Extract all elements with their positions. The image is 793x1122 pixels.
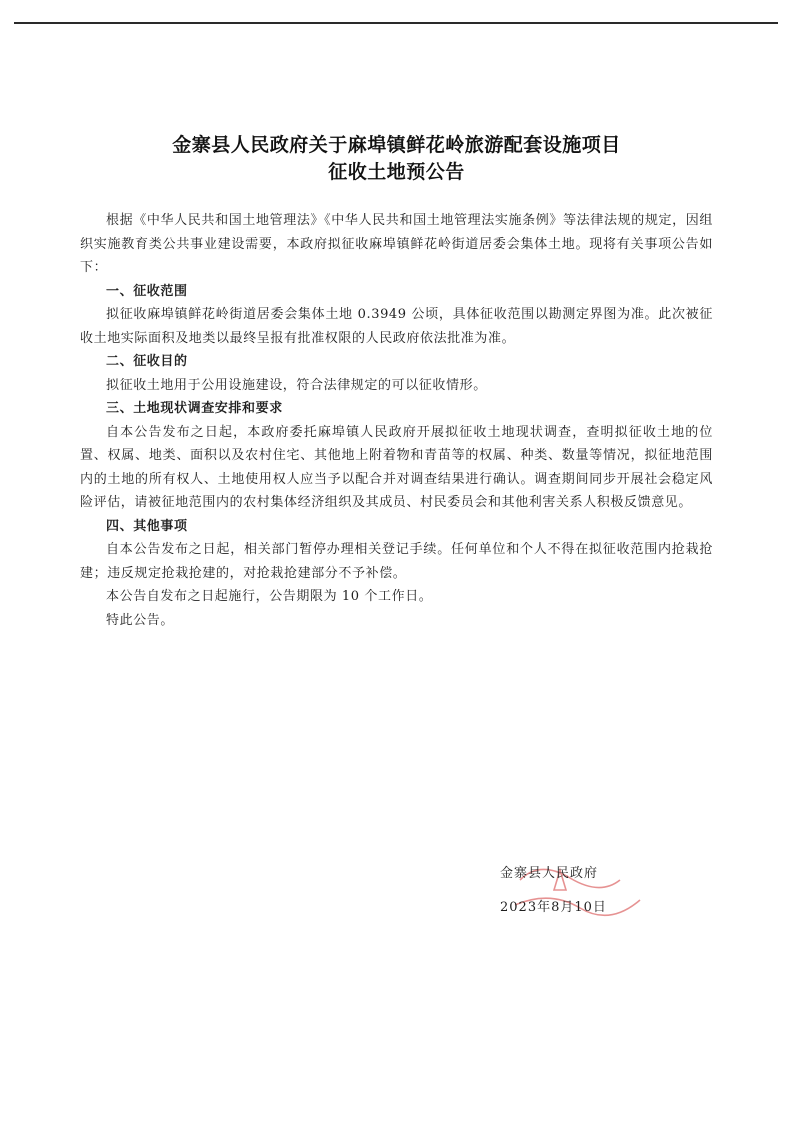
document-body <box>80 209 713 632</box>
section3-paragraph: 自本公告发布之日起，本政府委托麻埠镇人民政府开展拟征收土地现状调查，查明拟征收土地的位置、权属、地类、面积以及农村住宅、其他地上附着物和青苗等的权属、种类、数量等情况，拟征地范围内的土地的所有权人、土地使用权人应当予以配合并对调查结果进行确认。调查期间同步开展社会稳定风险评估，请被征地范围内的农村集体经济组织及其成员、村民委员会和其他利害关系人积极反馈意见。 <box>80 424 713 510</box>
intro-paragraph: 根据《中华人民共和国土地管理法》《中华人民共和国土地管理法实施条例》等法律法规的规定，因组织实施教育类公共事业建设需要，本政府拟征收麻埠镇鲜花岭街道居委会集体土地。现将有关事项公告如下： <box>80 213 713 275</box>
signature-organization: 金寨县人民政府 <box>500 866 599 881</box>
signature-block <box>500 857 680 925</box>
section4-paragraph: 自本公告发布之日起，相关部门暂停办理相关登记手续。任何单位和个人不得在拟征收范围内抢栽抢建；违反规定抢栽抢建的，对抢栽抢建部分不予补偿。 <box>80 542 713 581</box>
signature-date: 2023年8月10日 <box>500 900 607 915</box>
document-title-line2: 征收土地预公告 <box>328 161 465 183</box>
section4-heading: 四、其他事项 <box>106 518 188 534</box>
effective-paragraph: 本公告自发布之日起施行，公告期限为 10 个工作日。 <box>106 589 433 604</box>
scan-edge-line <box>14 22 778 24</box>
section2-paragraph: 拟征收土地用于公用设施建设，符合法律规定的可以征收情形。 <box>106 377 487 393</box>
section1-heading: 一、征收范围 <box>106 283 188 299</box>
document-title-line1: 金寨县人民政府关于麻埠镇鲜花岭旅游配套设施项目 <box>172 134 621 156</box>
section2-heading: 二、征收目的 <box>106 354 188 369</box>
section1-paragraph: 拟征收麻埠镇鲜花岭街道居委会集体土地 0.3949 公顷，具体征收范围以勘测定界图为准。此次被征收土地实际面积及地类以最终呈报有批准权限的人民政府依法批准为准。 <box>80 307 713 346</box>
section3-heading: 三、土地现状调查安排和要求 <box>106 401 283 416</box>
closing-paragraph: 特此公告。 <box>106 612 175 628</box>
